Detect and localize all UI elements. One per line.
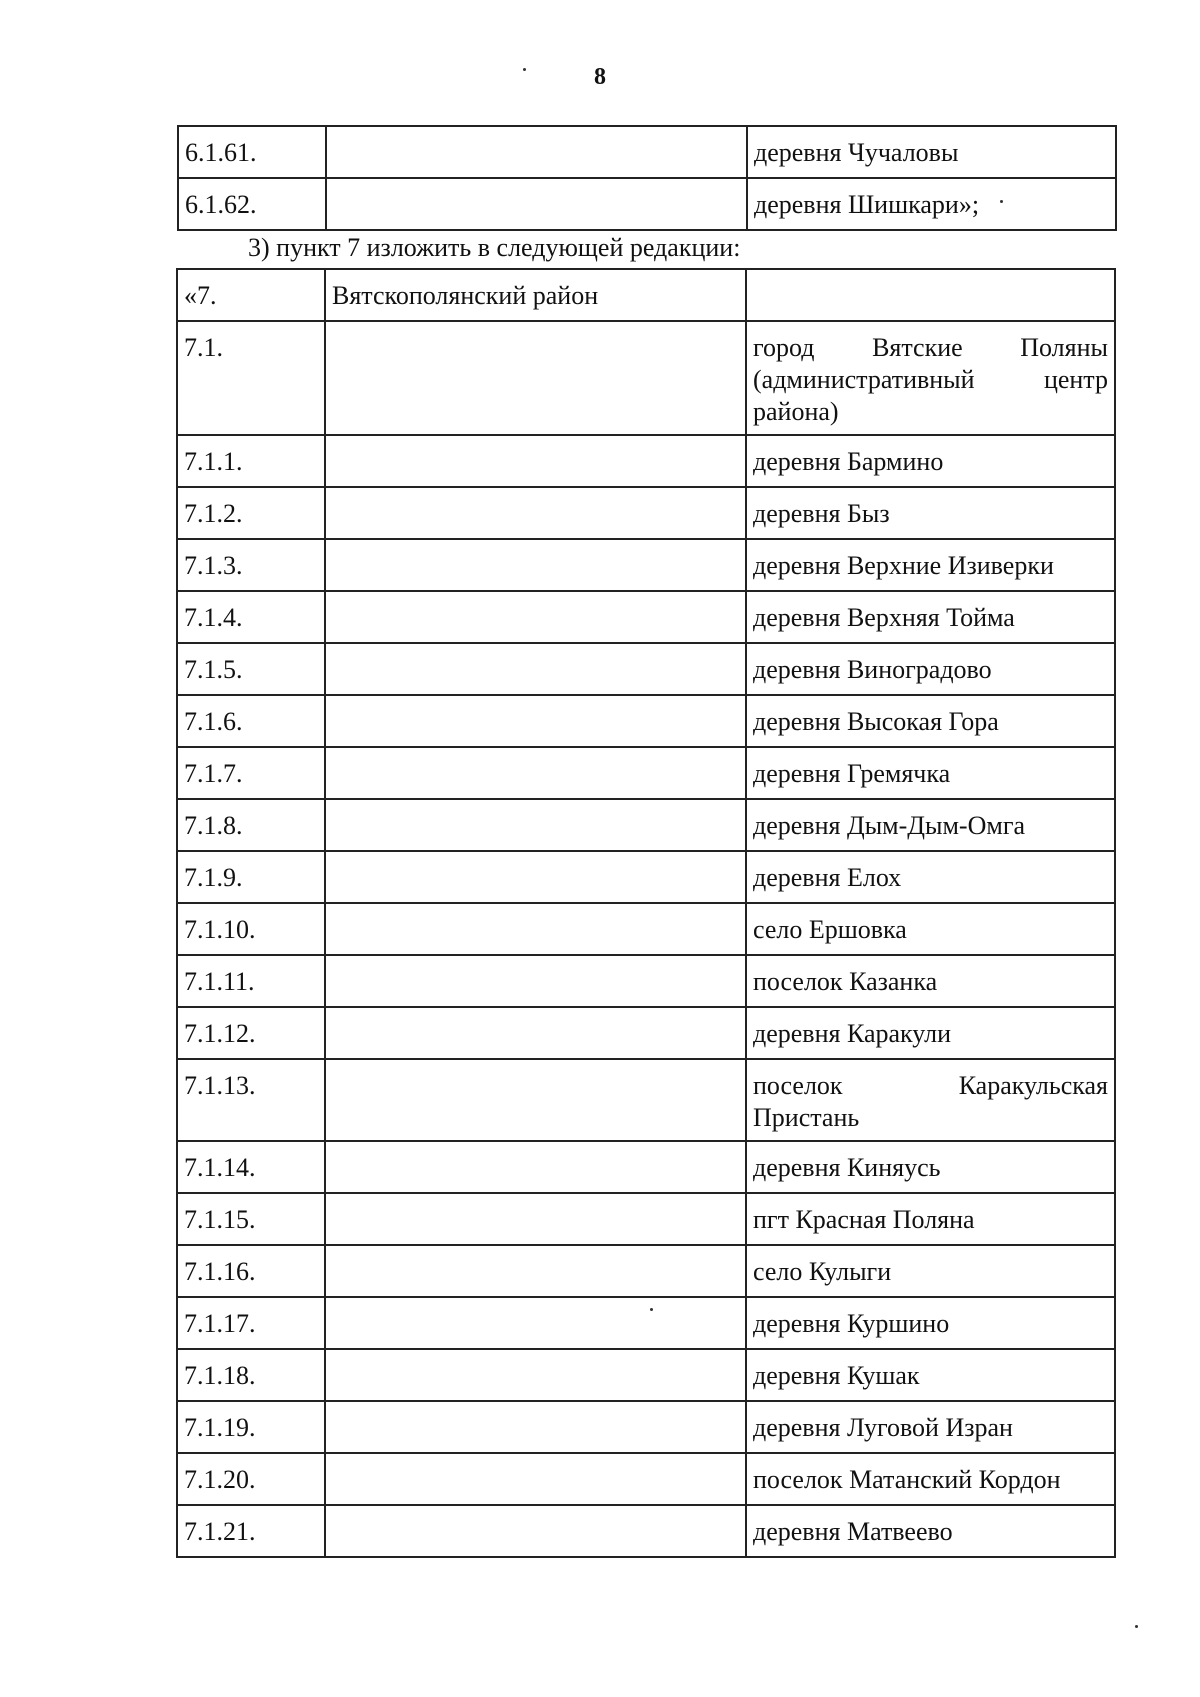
- row-number: 7.1.6.: [177, 695, 325, 747]
- district-cell: [325, 1059, 746, 1141]
- district-cell: [325, 487, 746, 539]
- scan-speck: [1135, 1625, 1138, 1628]
- scan-speck: [650, 1308, 653, 1311]
- district-cell: [326, 178, 747, 230]
- table-row: [177, 799, 1115, 851]
- settlement-word: центр: [1043, 365, 1108, 394]
- district-cell: [325, 1245, 746, 1297]
- table-row: [177, 1245, 1115, 1297]
- settlement-cell: деревня Быз: [746, 487, 1115, 539]
- district-cell: [325, 539, 746, 591]
- table-header-row: [177, 269, 1115, 321]
- table-row: [178, 126, 1116, 178]
- row-number: 7.1.18.: [177, 1349, 325, 1401]
- settlements-table-continued: [177, 125, 1117, 231]
- row-number: 7.1.20.: [177, 1453, 325, 1505]
- row-number: 7.1.13.: [177, 1059, 325, 1141]
- row-number: 7.1.5.: [177, 643, 325, 695]
- table-row: [177, 643, 1115, 695]
- row-number: 7.1.12.: [177, 1007, 325, 1059]
- row-number: 7.1.3.: [177, 539, 325, 591]
- settlement-line: [753, 332, 1108, 364]
- table-row: [177, 1349, 1115, 1401]
- district-cell: [325, 321, 746, 435]
- table-row: [177, 1193, 1115, 1245]
- table-row: [177, 1505, 1115, 1557]
- settlement-cell: [746, 1059, 1115, 1141]
- settlement-cell: деревня Верхние Изиверки: [746, 539, 1115, 591]
- table-row: [177, 955, 1115, 1007]
- district-cell: [325, 903, 746, 955]
- settlement-cell: [746, 269, 1115, 321]
- settlement-cell: пгт Красная Поляна: [746, 1193, 1115, 1245]
- settlement-cell: [746, 321, 1115, 435]
- settlement-cell: деревня Каракули: [746, 1007, 1115, 1059]
- row-number: 7.1.10.: [177, 903, 325, 955]
- table-row: [177, 591, 1115, 643]
- settlement-word: (административный: [753, 365, 975, 394]
- settlement-cell: село Ершовка: [746, 903, 1115, 955]
- row-number: 7.1.21.: [177, 1505, 325, 1557]
- table-row: [177, 321, 1115, 435]
- settlement-cell: деревня Чучаловы: [747, 126, 1116, 178]
- district-cell: [325, 955, 746, 1007]
- row-number: 7.1.8.: [177, 799, 325, 851]
- district-cell: [325, 1505, 746, 1557]
- table-row: [177, 1401, 1115, 1453]
- district-cell: [325, 1349, 746, 1401]
- settlement-cell: деревня Матвеево: [746, 1505, 1115, 1557]
- row-number: 7.1.11.: [177, 955, 325, 1007]
- district-cell: [325, 591, 746, 643]
- table-row: [178, 178, 1116, 230]
- row-number: 6.1.62.: [178, 178, 326, 230]
- row-number: 7.1.2.: [177, 487, 325, 539]
- settlement-line: [753, 364, 1108, 396]
- settlement-cell: деревня Бармино: [746, 435, 1115, 487]
- settlement-cell: деревня Дым-Дым-Омга: [746, 799, 1115, 851]
- table-row: [177, 695, 1115, 747]
- settlement-word: Поляны: [1020, 333, 1108, 362]
- settlement-word: Вятские: [872, 333, 963, 362]
- settlement-cell: деревня Елох: [746, 851, 1115, 903]
- table-row: [177, 1453, 1115, 1505]
- row-number: 7.1.17.: [177, 1297, 325, 1349]
- settlement-word: Каракульская: [958, 1071, 1108, 1100]
- row-number: 7.1.1.: [177, 435, 325, 487]
- table-row: [177, 903, 1115, 955]
- row-number: 7.1.9.: [177, 851, 325, 903]
- district-cell: [325, 1141, 746, 1193]
- scan-speck: [523, 68, 526, 71]
- scan-speck: [1000, 200, 1003, 203]
- settlement-cell: деревня Куршино: [746, 1297, 1115, 1349]
- district-cell: Вятскополянский район: [325, 269, 746, 321]
- row-number: 6.1.61.: [178, 126, 326, 178]
- district-cell: [325, 1297, 746, 1349]
- district-cell: [325, 435, 746, 487]
- settlement-line: Пристань: [753, 1103, 860, 1132]
- district-cell: [325, 851, 746, 903]
- settlement-cell: деревня Шишкари»;: [747, 178, 1116, 230]
- district-cell: [325, 1193, 746, 1245]
- settlement-word: поселок: [753, 1071, 843, 1100]
- district-cell: [325, 799, 746, 851]
- district-cell: [325, 643, 746, 695]
- district-cell: [326, 126, 747, 178]
- row-number: 7.1.19.: [177, 1401, 325, 1453]
- table-row: [177, 1059, 1115, 1141]
- amendment-instruction: 3) пункт 7 изложить в следующей редакции:: [248, 233, 741, 262]
- settlement-cell: поселок Казанка: [746, 955, 1115, 1007]
- page-number: 8: [594, 64, 606, 90]
- table-row: [177, 747, 1115, 799]
- row-number: 7.1.14.: [177, 1141, 325, 1193]
- row-number: 7.1.7.: [177, 747, 325, 799]
- table-row: [177, 539, 1115, 591]
- table-row: [177, 1007, 1115, 1059]
- table-row: [177, 1141, 1115, 1193]
- settlement-line: [753, 1070, 1108, 1102]
- district-cell: [325, 1007, 746, 1059]
- settlement-cell: деревня Высокая Гора: [746, 695, 1115, 747]
- district-cell: [325, 695, 746, 747]
- table-row: [177, 435, 1115, 487]
- settlement-cell: деревня Луговой Изран: [746, 1401, 1115, 1453]
- row-number: 7.1.16.: [177, 1245, 325, 1297]
- settlement-line: района): [753, 397, 839, 426]
- settlement-cell: деревня Киняусь: [746, 1141, 1115, 1193]
- row-number: 7.1.: [177, 321, 325, 435]
- settlement-cell: деревня Гремячка: [746, 747, 1115, 799]
- row-number: «7.: [177, 269, 325, 321]
- district-cell: [325, 747, 746, 799]
- district-cell: [325, 1453, 746, 1505]
- table-row: [177, 851, 1115, 903]
- district-cell: [325, 1401, 746, 1453]
- settlements-table-item-7: [176, 268, 1116, 1558]
- row-number: 7.1.15.: [177, 1193, 325, 1245]
- settlement-cell: деревня Верхняя Тойма: [746, 591, 1115, 643]
- table-row: [177, 487, 1115, 539]
- table-row: [177, 1297, 1115, 1349]
- settlement-cell: деревня Виноградово: [746, 643, 1115, 695]
- settlement-cell: село Кулыги: [746, 1245, 1115, 1297]
- settlement-word: город: [753, 333, 815, 362]
- settlement-cell: деревня Кушак: [746, 1349, 1115, 1401]
- settlement-cell: поселок Матанский Кордон: [746, 1453, 1115, 1505]
- row-number: 7.1.4.: [177, 591, 325, 643]
